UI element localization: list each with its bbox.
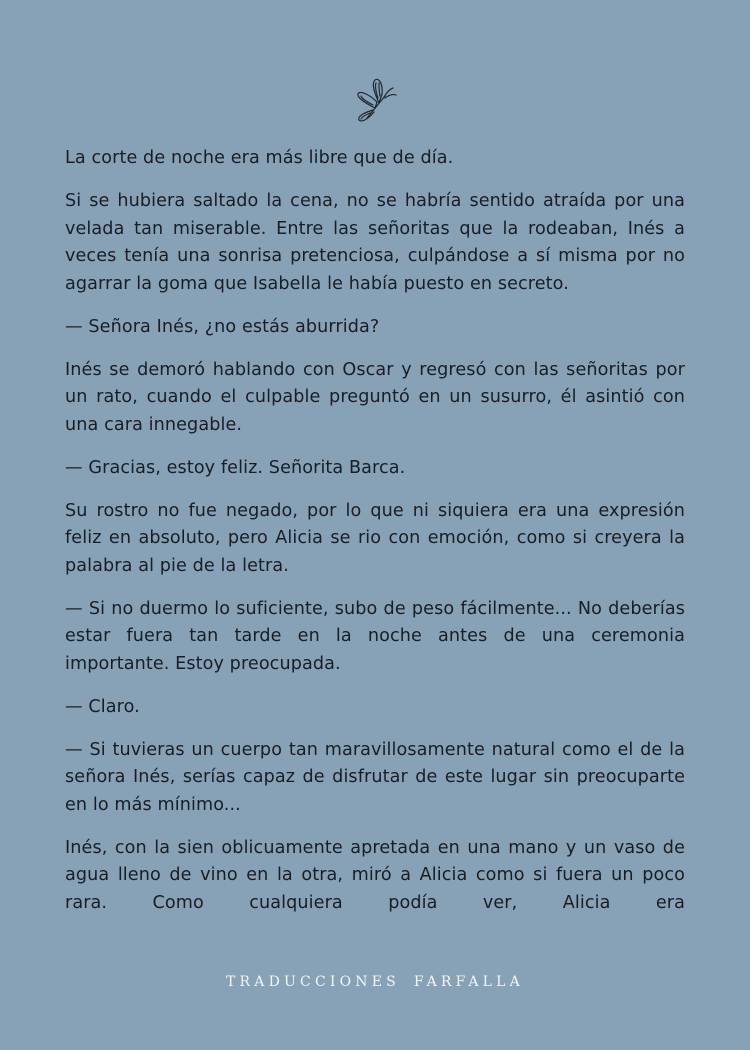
paragraph: Inés, con la sien oblicuamente apretada en una mano y un vaso de agua lleno de vino en la otra, miró a Alicia como si fuera un poco rara. Como cualquiera podía ver, Alicia era [65, 837, 685, 913]
footer-word-farfalla: FARFALLA [413, 974, 524, 990]
dialogue-line: — Si tuvieras un cuerpo tan maravillosamente natural como el de la señora Inés, serías capaz de disfrutar de este lugar sin preocuparte en lo más mínimo... [65, 739, 685, 815]
butterfly-icon [349, 74, 401, 126]
chapter-text [65, 145, 685, 957]
dialogue-line: — Claro. [65, 696, 140, 717]
dialogue-line: — Si no duermo lo suficiente, subo de peso fácilmente... No deberías estar fuera tan tarde en la noche antes de una ceremonia importante. Estoy preocupada. [65, 598, 685, 674]
paragraph: La corte de noche era más libre que de día. [65, 148, 454, 168]
dialogue-line: — Gracias, estoy feliz. Señorita Barca. [65, 457, 406, 478]
publisher-footer [0, 974, 750, 990]
paragraph: Su rostro no fue negado, por lo que ni siquiera era una expresión feliz en absoluto, pero Alicia se rio con emoción, como si creyera la palabra al pie de la letra. [65, 500, 685, 576]
dialogue-line: — Señora Inés, ¿no estás aburrida? [65, 316, 380, 337]
footer-word-translations: TRADUCCIONES [226, 974, 400, 990]
paragraph: Inés se demoró hablando con Oscar y regresó con las señoritas por un rato, cuando el culpable preguntó en un susurro, él asintió con una cara innegable. [65, 359, 685, 435]
paragraph: Si se hubiera saltado la cena, no se habría sentido atraída por una velada tan miserable. Entre las señoritas que la rodeaban, Inés a veces tenía una sonrisa pretenciosa, culpándose a sí misma por no agarrar la goma que Isabella le había puesto en secreto. [65, 191, 685, 294]
